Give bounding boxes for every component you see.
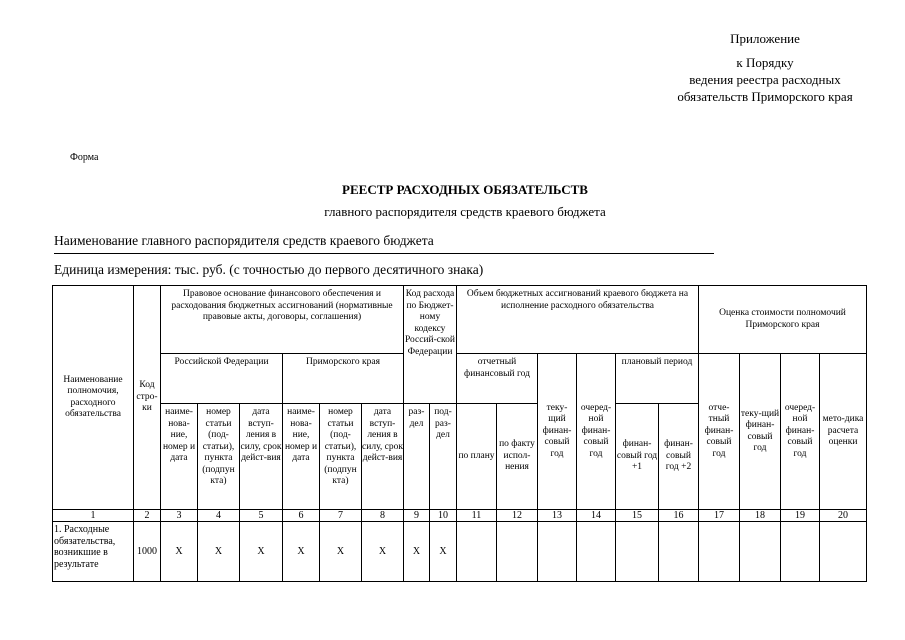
header-method: мето-дика расчета оценки <box>820 354 867 510</box>
header-pk-date: дата вступ-ления в силу, срок дейст-вия <box>362 404 404 510</box>
column-number: 10 <box>430 510 457 522</box>
header-section: раз-дел <box>404 404 430 510</box>
header-by-plan: по плану <box>457 404 497 510</box>
column-number: 14 <box>577 510 616 522</box>
header-budget-code: Код расхода по Бюджет-ному кодексу Россий-ской Федерации <box>404 286 457 404</box>
header-pk-name: наиме-нова-ние, номер и дата <box>283 404 320 510</box>
column-number: 12 <box>497 510 538 522</box>
cell-empty[interactable] <box>616 522 659 582</box>
header-rf-article: номер статьи (под-статьи), пункта (подпун кта) <box>198 404 240 510</box>
column-number: 16 <box>659 510 699 522</box>
column-number: 15 <box>616 510 659 522</box>
cell-empty[interactable] <box>538 522 577 582</box>
appendix-header <box>655 30 875 105</box>
cell-x-mark: X <box>240 522 283 582</box>
cell-x-mark: X <box>161 522 198 582</box>
appendix-line: обязательств Приморского края <box>677 89 853 104</box>
column-number: 9 <box>404 510 430 522</box>
page-title: РЕЕСТР РАСХОДНЫХ ОБЯЗАТЕЛЬСТВ <box>342 182 588 197</box>
form-label: Форма <box>70 152 99 163</box>
column-number: 17 <box>699 510 740 522</box>
header-rf-date: дата вступ-ления в силу, срок дейст-вия <box>240 404 283 510</box>
column-number: 4 <box>198 510 240 522</box>
column-number: 7 <box>320 510 362 522</box>
column-numbers-row <box>53 510 867 522</box>
header-planned-period: плановый период <box>616 354 699 404</box>
header-year-plus-2: финан-совый год +2 <box>659 404 699 510</box>
header-next-year: очеред-ной финан-совый год <box>577 354 616 510</box>
cell-empty[interactable] <box>740 522 781 582</box>
cell-empty[interactable] <box>820 522 867 582</box>
row-name: 1. Расходные обязательства, возникшие в результате <box>53 522 134 582</box>
header-est-report-year: отче-тный финан-совый год <box>699 354 740 510</box>
cell-x-mark: X <box>404 522 430 582</box>
column-number: 3 <box>161 510 198 522</box>
cell-x-mark: X <box>198 522 240 582</box>
header-pk-article: номер статьи (под-статьи), пункта (подпун кта) <box>320 404 362 510</box>
header-subsection: под-раз-дел <box>430 404 457 510</box>
column-number: 8 <box>362 510 404 522</box>
table-row <box>53 522 867 582</box>
register-table <box>52 285 867 582</box>
header-est-next-year: очеред-ной финан-совый год <box>781 354 820 510</box>
column-number: 1 <box>53 510 134 522</box>
appendix-line: ведения реестра расходных <box>689 72 841 87</box>
cell-x-mark: X <box>430 522 457 582</box>
cell-empty[interactable] <box>577 522 616 582</box>
cell-empty[interactable] <box>497 522 538 582</box>
cell-x-mark: X <box>283 522 320 582</box>
header-primorsky-krai: Приморского края <box>283 354 404 404</box>
header-russian-federation: Российской Федерации <box>161 354 283 404</box>
header-code: Код стро-ки <box>134 286 161 510</box>
cell-empty[interactable] <box>781 522 820 582</box>
column-number: 6 <box>283 510 320 522</box>
header-current-year: теку-щий финан-совый год <box>538 354 577 510</box>
header-name: Наименование полномочия, расходного обязательства <box>53 286 134 510</box>
header-year-plus-1: финан-совый год +1 <box>616 404 659 510</box>
field-underline <box>54 253 714 254</box>
page-subtitle: главного распорядителя средств краевого бюджета <box>324 204 606 219</box>
field-name-label: Наименование главного распорядителя средств краевого бюджета <box>54 233 434 248</box>
header-report-year: отчетный финансовый год <box>457 354 538 404</box>
cell-x-mark: X <box>320 522 362 582</box>
column-number: 2 <box>134 510 161 522</box>
cell-empty[interactable] <box>457 522 497 582</box>
header-est-current-year: теку-щий финан-совый год <box>740 354 781 510</box>
column-number: 13 <box>538 510 577 522</box>
header-by-fact: по факту испол-нения <box>497 404 538 510</box>
cell-x-mark: X <box>362 522 404 582</box>
column-number: 18 <box>740 510 781 522</box>
column-number: 11 <box>457 510 497 522</box>
column-number: 5 <box>240 510 283 522</box>
row-code: 1000 <box>134 522 161 582</box>
column-number: 20 <box>820 510 867 522</box>
cell-empty[interactable] <box>699 522 740 582</box>
column-number: 19 <box>781 510 820 522</box>
header-volume: Объем бюджетных ассигнований краевого бюджета на исполнение расходного обязательства <box>457 286 699 354</box>
header-estimate: Оценка стоимости полномочий Приморского края <box>699 286 867 354</box>
cell-empty[interactable] <box>659 522 699 582</box>
appendix-line: к Порядку <box>736 55 794 70</box>
appendix-line: Приложение <box>730 31 800 46</box>
field-unit-label: Единица измерения: тыс. руб. (с точностью до первого десятичного знака) <box>54 262 484 277</box>
header-legal-basis: Правовое основание финансового обеспечения и расходования бюджетных ассигнований (нормативные правовые акты, договоры, соглашения) <box>161 286 404 354</box>
header-rf-name: наиме-нова-ние, номер и дата <box>161 404 198 510</box>
